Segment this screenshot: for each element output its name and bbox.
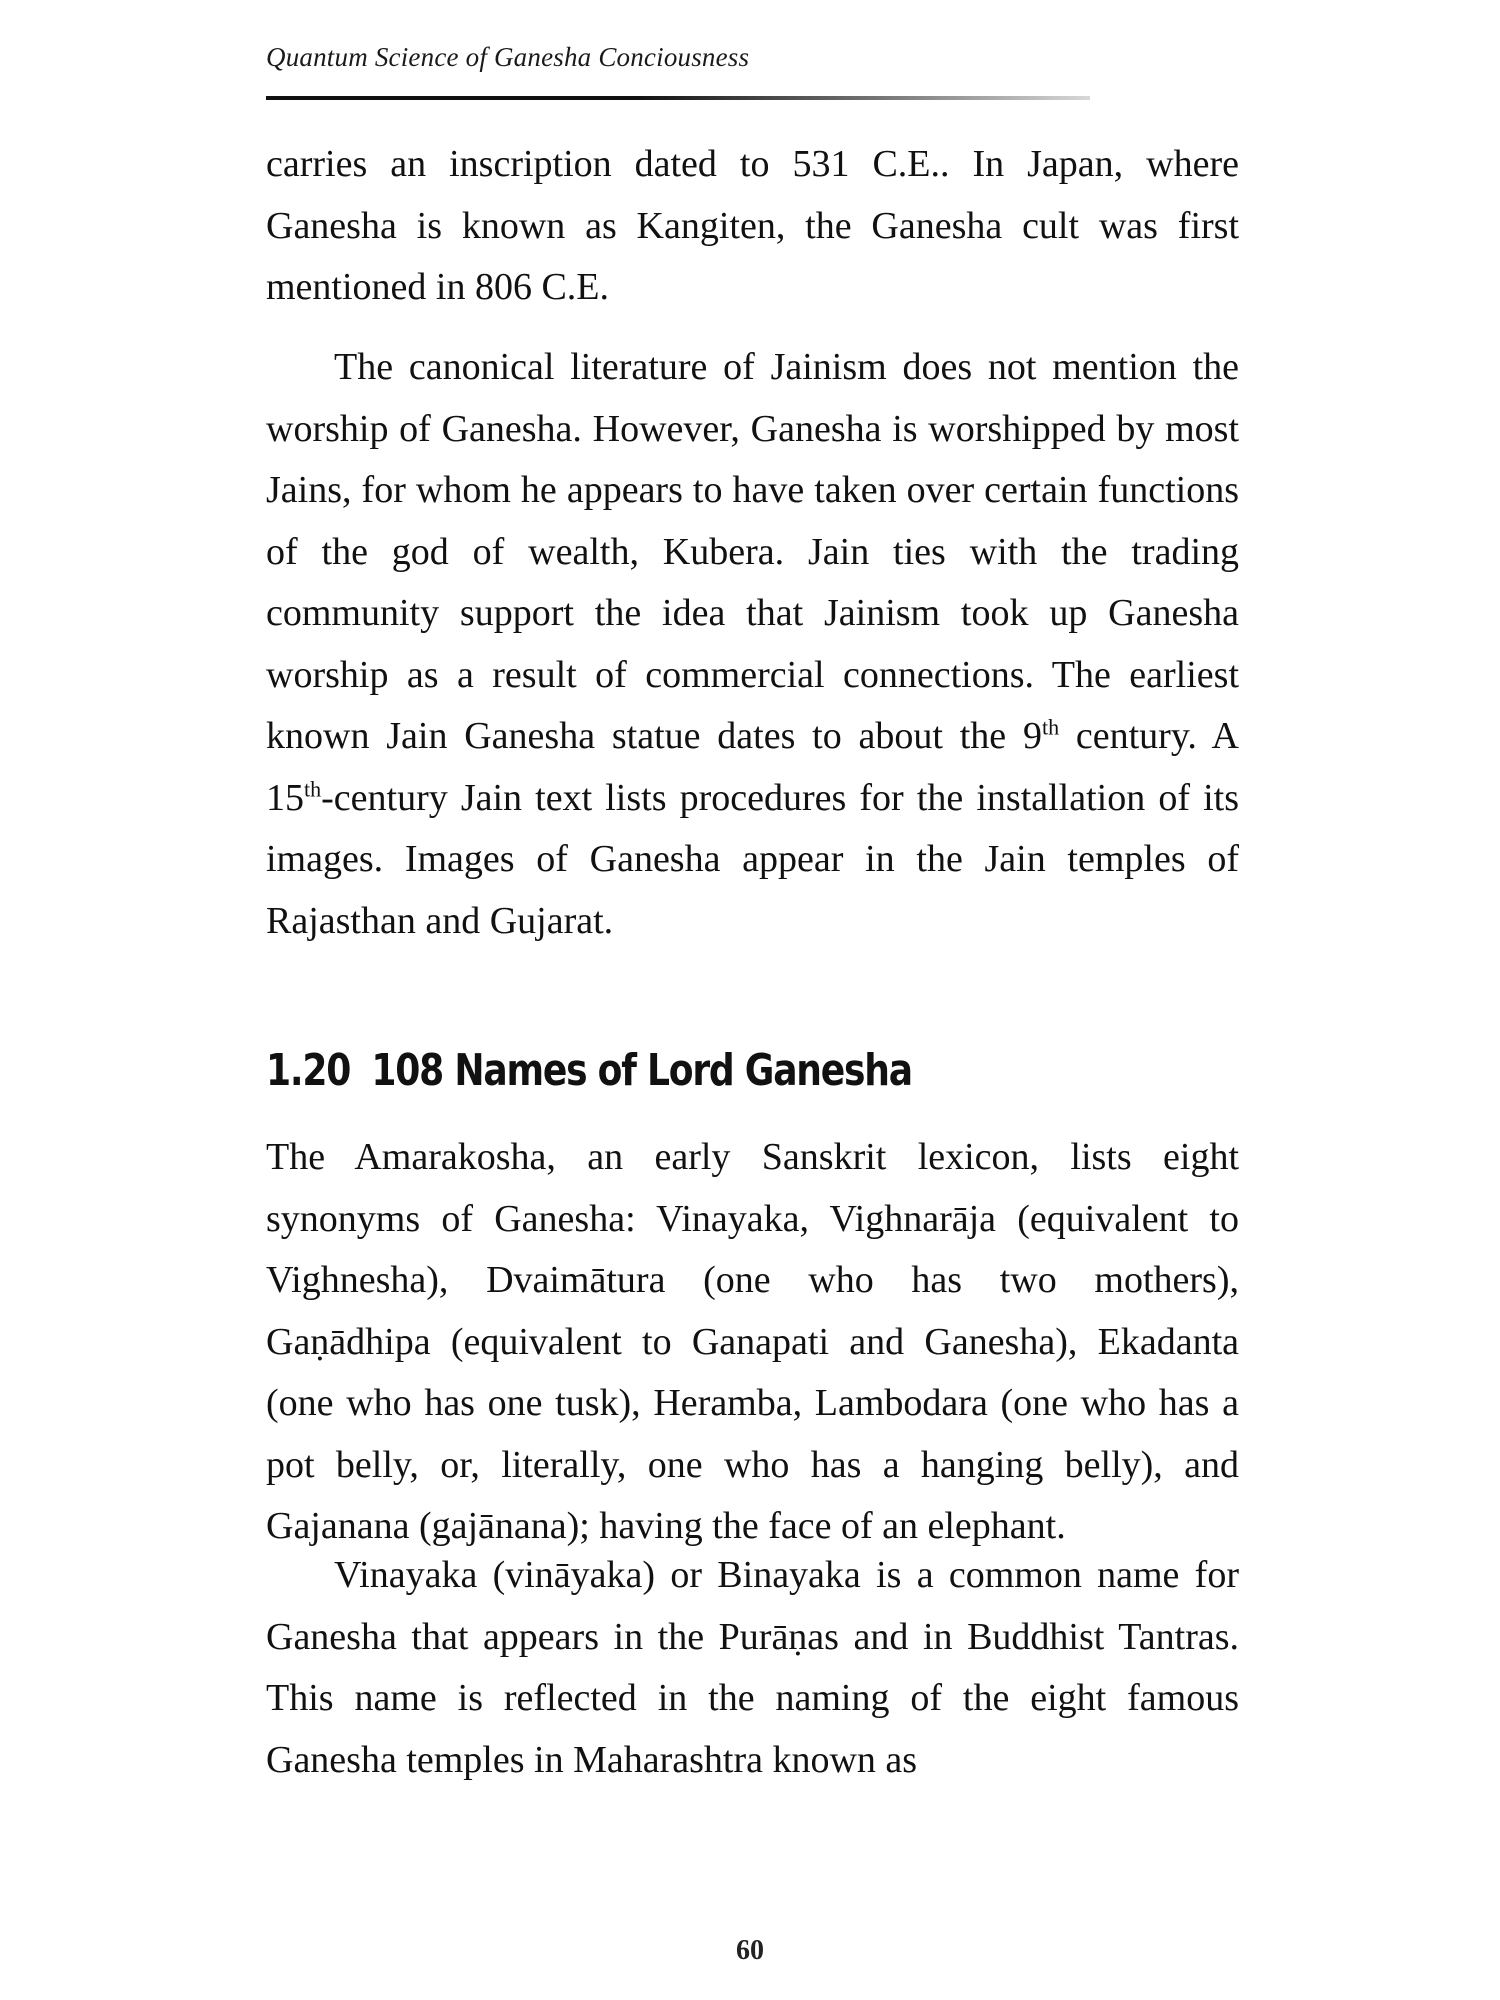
superscript-th-2: th (304, 775, 322, 801)
section-heading (266, 1045, 912, 1096)
paragraph-continuation: carries an inscription dated to 531 C.E.. In Japan, where Ganesha is known as Kangiten, the Ganesha cult was first mentioned in 806 C.E. (266, 143, 1239, 308)
paragraph-jainism-text-3: -century Jain text lists procedures for the installation of its images. Images of Ganesha appear in the Jain temples of Rajasthan and Gujarat. (266, 776, 1239, 942)
paragraph-jainism-text-1: The canonical literature of Jainism does not mention the worship of Ganesha. However, Ganesha is worshipped by most Jains, for whom he appears to have taken over certain functions of the god of wealth, Kubera. Jain ties with the trading community support the idea that Jainism took up Ganesha worship as a result of commercial connections. The earliest known Jain Ganesha statue dates to about the 9 (266, 346, 1239, 757)
section-number: 1.20 (266, 1045, 351, 1096)
paragraph-amarakosha: The Amarakosha, an early Sanskrit lexicon, lists eight synonyms of Ganesha: Vinayaka, Vighnarāja (equivalent to Vighnesha), Dvaimātura (one who has two mothers), Gaṇādhipa (equivalent to Ganapati and Ganesha), Ekadanta (one who has one tusk), Heramba, Lambodara (one who has a pot belly, or, literally, one who has a hanging belly), and Gajanana (gajānana); having the face of an elephant. (266, 1136, 1239, 1547)
paragraph-jainism-text-2: century. A 15 (266, 715, 1239, 819)
section-title: 108 Names of Lord Ganesha (371, 1045, 912, 1096)
paragraph-vinayaka: Vinayaka (vināyaka) or Binayaka is a common name for Ganesha that appears in the Purāṇas and in Buddhist Tantras. This name is reflected in the naming of the eight famous Ganesha temples in Maharashtra known as (266, 1554, 1239, 1781)
running-header: Quantum Science of Ganesha Conciousness (266, 42, 750, 72)
page-number: 60 (736, 1935, 764, 1966)
header-rule (266, 96, 1090, 100)
paragraph-jainism (266, 337, 1239, 952)
superscript-th-1: th (1041, 714, 1060, 740)
